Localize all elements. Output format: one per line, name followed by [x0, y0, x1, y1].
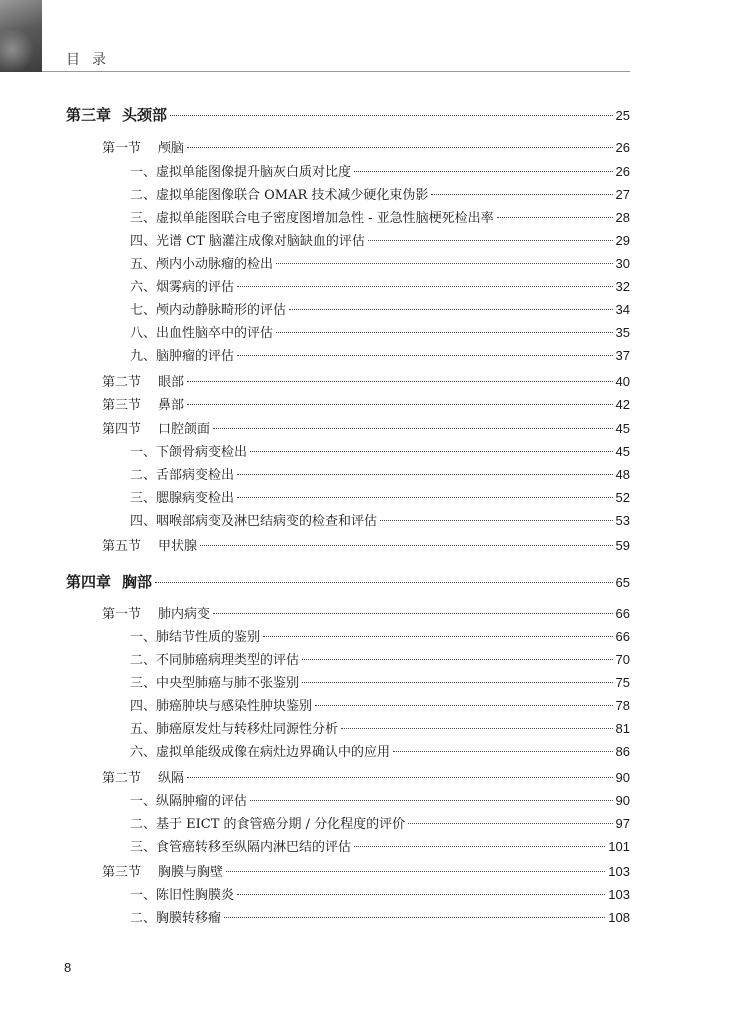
toc-item-title: 四、光谱 CT 脑灌注成像对脑缺血的评估 — [130, 234, 365, 249]
dot-leader — [200, 545, 613, 546]
toc-page-number: 66 — [615, 606, 630, 621]
toc-item-title: 九、脑肿瘤的评估 — [130, 349, 235, 364]
toc-page-number: 29 — [615, 233, 630, 248]
dot-leader — [289, 309, 613, 310]
toc-page-number: 32 — [615, 279, 630, 294]
toc-page-number: 65 — [615, 575, 630, 590]
toc-item-row[interactable] — [130, 441, 630, 460]
toc-item-title: 一、纵隔肿瘤的评估 — [130, 794, 248, 809]
toc-item-row[interactable] — [130, 741, 630, 760]
dot-leader — [250, 800, 613, 801]
dot-leader — [341, 728, 613, 729]
dot-leader — [187, 147, 613, 148]
toc-item-title: 五、肺癌原发灶与转移灶同源性分析 — [130, 722, 339, 737]
toc-section-title: 鼻部 — [158, 398, 185, 413]
toc-item-title: 二、胸膜转移瘤 — [130, 911, 222, 926]
toc-page-number: 25 — [615, 108, 630, 123]
toc-section-row[interactable] — [102, 767, 630, 786]
toc-section-title: 肺内病变 — [158, 607, 211, 622]
toc-page-number: 26 — [615, 140, 630, 155]
toc-section-title: 胸膜与胸壁 — [158, 865, 224, 880]
toc-item-row[interactable] — [130, 230, 630, 249]
toc-item-row[interactable] — [130, 649, 630, 668]
toc-item-row[interactable] — [130, 695, 630, 714]
toc-page-number: 45 — [615, 421, 630, 436]
toc-page-number: 34 — [615, 302, 630, 317]
toc-page-number: 66 — [615, 629, 630, 644]
toc-item-row[interactable] — [130, 253, 630, 272]
toc-section-label: 第二节 — [102, 375, 142, 390]
toc-item-title: 三、虚拟单能图联合电子密度图增加急性 - 亚急性脑梗死检出率 — [130, 211, 494, 226]
toc-page-number: 27 — [615, 187, 630, 202]
toc-item-title: 三、食管癌转移至纵隔内淋巴结的评估 — [130, 840, 352, 855]
toc-item-title: 六、虚拟单能级成像在病灶边界确认中的应用 — [130, 745, 391, 760]
toc-item-title: 七、颅内动静脉畸形的评估 — [130, 303, 287, 318]
dot-leader — [155, 582, 613, 583]
toc-page-number: 53 — [615, 513, 630, 528]
toc-page-number: 26 — [615, 164, 630, 179]
toc-page-number: 45 — [615, 444, 630, 459]
dot-leader — [354, 846, 605, 847]
dot-leader — [276, 263, 613, 264]
dot-leader — [226, 871, 605, 872]
toc-item-title: 一、下颌骨病变检出 — [130, 445, 248, 460]
dot-leader — [224, 917, 605, 918]
dot-leader — [497, 217, 613, 218]
toc-item-row[interactable] — [130, 276, 630, 295]
toc-item-title: 二、舌部病变检出 — [130, 468, 235, 483]
toc-page-number: 78 — [615, 698, 630, 713]
toc-page-number: 108 — [608, 910, 630, 925]
dot-leader — [380, 520, 613, 521]
dot-leader — [213, 428, 613, 429]
toc-section-title: 纵隔 — [158, 771, 185, 786]
toc-section-row[interactable] — [102, 603, 630, 622]
dot-leader — [368, 240, 613, 241]
toc-page-number: 81 — [615, 721, 630, 736]
dot-leader — [354, 171, 613, 172]
toc-section-label: 第一节 — [102, 141, 142, 156]
toc-chapter-title: 头颈部 — [122, 106, 168, 124]
toc-page-number: 35 — [615, 325, 630, 340]
toc-item-title: 二、虚拟单能图像联合 OMAR 技术减少硬化束伪影 — [130, 188, 429, 203]
toc-item-title: 三、中央型肺癌与肺不张鉴别 — [130, 676, 300, 691]
toc-page-number: 75 — [615, 675, 630, 690]
toc-page-number: 42 — [615, 397, 630, 412]
toc-item-title: 六、烟雾病的评估 — [130, 280, 235, 295]
toc-chapter-title: 胸部 — [122, 573, 153, 591]
dot-leader — [302, 659, 613, 660]
toc-item-row[interactable] — [130, 184, 630, 203]
dot-leader — [276, 332, 613, 333]
toc-page-number: 86 — [615, 744, 630, 759]
toc-page-number: 103 — [608, 887, 630, 902]
toc-item-row[interactable] — [130, 672, 630, 691]
toc-chapter-row[interactable] — [66, 571, 630, 592]
dot-leader — [237, 474, 613, 475]
toc-item-row[interactable] — [130, 345, 630, 364]
dot-leader — [393, 751, 613, 752]
toc-section-row[interactable] — [102, 394, 630, 413]
toc-chapter-label: 第四章 — [66, 573, 112, 591]
corner-decoration — [0, 0, 42, 72]
dot-leader — [431, 194, 612, 195]
toc-page-number: 48 — [615, 467, 630, 482]
toc-section-row[interactable] — [102, 137, 630, 156]
toc-item-row[interactable] — [130, 718, 630, 737]
toc-section-title: 口腔颌面 — [158, 422, 211, 437]
toc-page-number: 90 — [615, 793, 630, 808]
toc-page-number: 28 — [615, 210, 630, 225]
dot-leader — [263, 636, 613, 637]
toc-section-label: 第三节 — [102, 865, 142, 880]
toc-chapter-label: 第三章 — [66, 106, 112, 124]
toc-item-title: 一、虚拟单能图像提升脑灰白质对比度 — [130, 165, 352, 180]
toc-item-title: 一、陈旧性胸膜炎 — [130, 888, 235, 903]
toc-chapter-row[interactable] — [66, 104, 630, 125]
dot-leader — [237, 286, 613, 287]
header-title: 目录 — [66, 52, 118, 68]
dot-leader — [187, 404, 613, 405]
toc-section-row[interactable] — [102, 418, 630, 437]
toc-item-row[interactable] — [130, 322, 630, 341]
toc-page-number: 97 — [615, 816, 630, 831]
toc-item-title: 四、咽喉部病变及淋巴结病变的检查和评估 — [130, 514, 378, 529]
toc-item-row[interactable] — [130, 907, 630, 926]
toc-page-number: 52 — [615, 490, 630, 505]
toc-section-label: 第一节 — [102, 607, 142, 622]
toc-item-title: 二、不同肺癌病理类型的评估 — [130, 653, 300, 668]
toc-page-number: 37 — [615, 348, 630, 363]
toc-item-row[interactable] — [130, 884, 630, 903]
toc-item-row[interactable] — [130, 464, 630, 483]
page-number: 8 — [64, 960, 72, 975]
toc-item-row[interactable] — [130, 510, 630, 529]
toc-page-number: 59 — [615, 538, 630, 553]
toc-section-row[interactable] — [102, 371, 630, 390]
toc-item-title: 一、肺结节性质的鉴别 — [130, 630, 261, 645]
toc-item-row[interactable] — [130, 299, 630, 318]
toc-item-title: 三、腮腺病变检出 — [130, 491, 235, 506]
toc-section-label: 第五节 — [102, 539, 142, 554]
dot-leader — [302, 682, 613, 683]
dot-leader — [187, 381, 613, 382]
dot-leader — [213, 613, 613, 614]
toc-item-row[interactable] — [130, 207, 630, 226]
toc-page-number: 103 — [608, 864, 630, 879]
toc-section-label: 第二节 — [102, 771, 142, 786]
dot-leader — [408, 823, 612, 824]
toc-item-title: 四、肺癌肿块与感染性肿块鉴别 — [130, 699, 313, 714]
toc-item-title: 二、基于 EICT 的食管癌分期 / 分化程度的评价 — [130, 817, 406, 832]
toc-item-row[interactable] — [130, 487, 630, 506]
toc-item-row[interactable] — [130, 790, 630, 809]
toc-item-title: 八、出血性脑卒中的评估 — [130, 326, 274, 341]
dot-leader — [237, 497, 613, 498]
dot-leader — [237, 355, 613, 356]
toc-item-row[interactable] — [130, 836, 630, 855]
toc-page-number: 30 — [615, 256, 630, 271]
dot-leader — [250, 451, 613, 452]
header-rule — [42, 71, 630, 72]
toc-section-title: 甲状腺 — [158, 539, 198, 554]
toc-section-title: 颅脑 — [158, 141, 185, 156]
toc-section-row[interactable] — [102, 861, 630, 880]
toc-section-label: 第四节 — [102, 422, 142, 437]
toc-section-title: 眼部 — [158, 375, 185, 390]
toc-section-label: 第三节 — [102, 398, 142, 413]
dot-leader — [187, 777, 613, 778]
toc-page-number: 70 — [615, 652, 630, 667]
toc-page-number: 101 — [608, 839, 630, 854]
dot-leader — [237, 894, 605, 895]
toc-item-title: 五、颅内小动脉瘤的检出 — [130, 257, 274, 272]
toc-item-row[interactable] — [130, 813, 630, 832]
toc-page-number: 90 — [615, 770, 630, 785]
toc-item-row[interactable] — [130, 161, 630, 180]
dot-leader — [315, 705, 613, 706]
dot-leader — [170, 115, 613, 116]
toc-section-row[interactable] — [102, 535, 630, 554]
toc-item-row[interactable] — [130, 626, 630, 645]
toc-page-number: 40 — [615, 374, 630, 389]
